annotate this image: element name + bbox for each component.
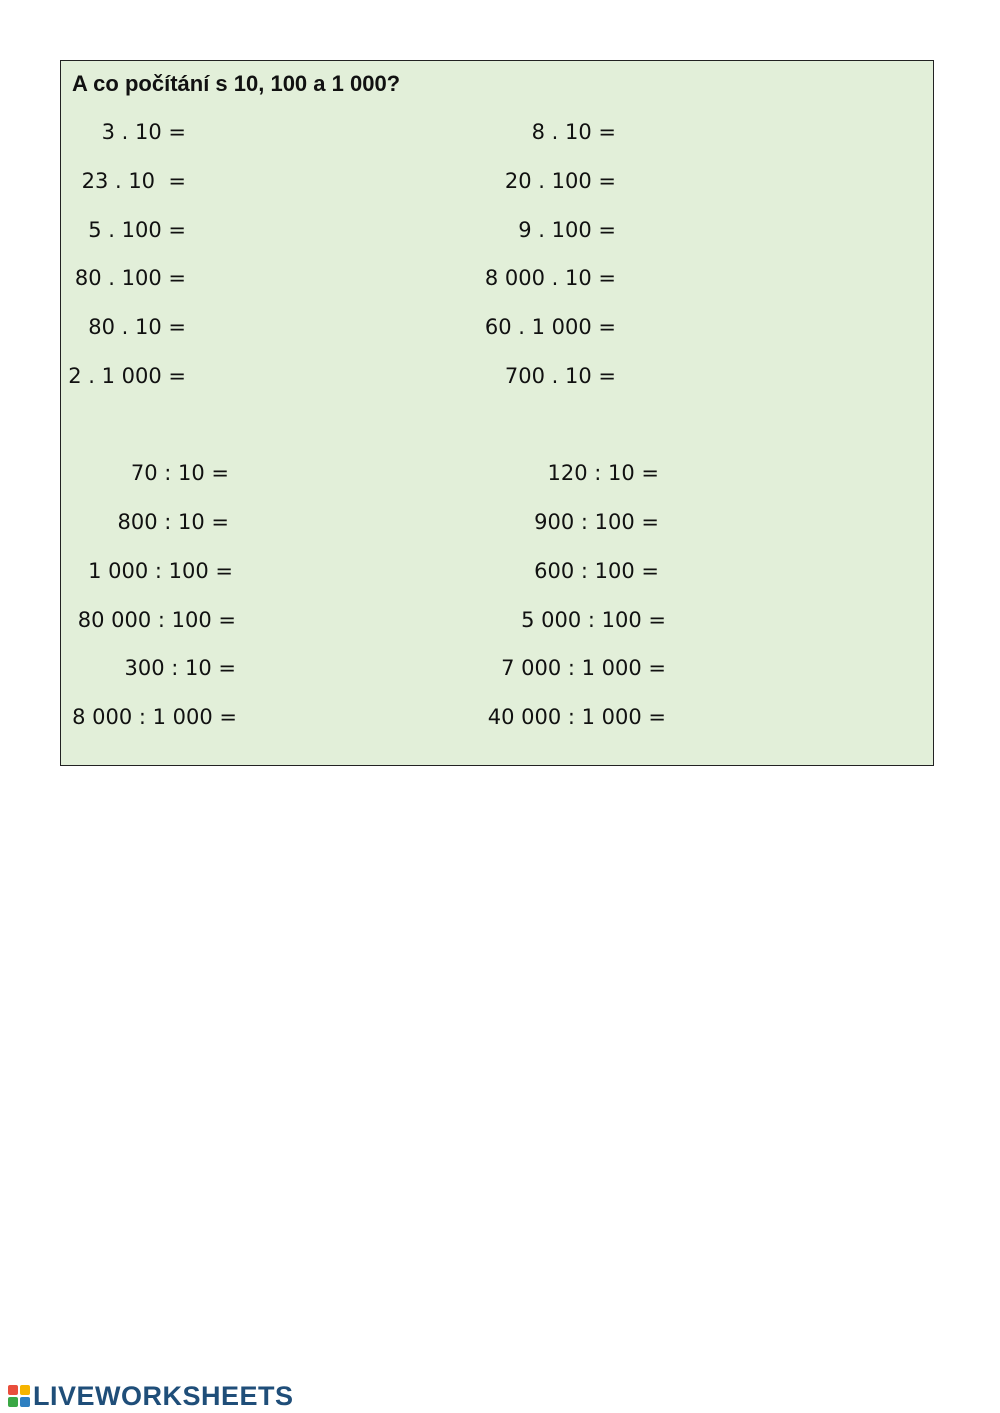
division-right-4: 5 000 : 100 = — [521, 608, 666, 632]
multiplication-left-6: 2 . 1 000 = — [68, 364, 186, 388]
multiplication-right-4: 8 000 . 10 = — [484, 266, 616, 290]
multiplication-right-3: 9 . 100 = — [518, 218, 616, 242]
division-right-2: 900 : 100 = — [534, 510, 659, 534]
multiplication-left-1: 3 . 10 = — [101, 120, 186, 144]
division-left-6: 8 000 : 1 000 = — [72, 705, 237, 729]
multiplication-left-5: 80 . 10 = — [88, 315, 186, 339]
multiplication-right-5: 60 . 1 000 = — [484, 315, 616, 339]
division-left-3: 1 000 : 100 = — [88, 559, 233, 583]
logo-text: LIVEWORKSHEETS — [33, 1381, 294, 1411]
division-left-4: 80 000 : 100 = — [77, 608, 236, 632]
multiplication-left-4: 80 . 100 = — [74, 266, 186, 290]
multiplication-left-2: 23 . 10 = — [81, 169, 186, 193]
division-right-3: 600 : 100 = — [534, 559, 659, 583]
liveworksheets-logo[interactable] — [8, 1380, 294, 1412]
multiplication-left-3: 5 . 100 = — [88, 218, 186, 242]
division-left-5: 300 : 10 = — [124, 656, 236, 680]
liveworksheets-blocks-icon — [8, 1385, 30, 1407]
division-right-6: 40 000 : 1 000 = — [487, 705, 666, 729]
division-right-5: 7 000 : 1 000 = — [501, 656, 666, 680]
multiplication-right-2: 20 . 100 = — [504, 169, 616, 193]
multiplication-right-6: 700 . 10 = — [504, 364, 616, 388]
division-left-1: 70 : 10 = — [130, 461, 229, 485]
division-left-2: 800 : 10 = — [117, 510, 229, 534]
multiplication-right-1: 8 . 10 = — [531, 120, 616, 144]
worksheet-title: A co počítání s 10, 100 a 1 000? — [72, 71, 401, 96]
division-right-1: 120 : 10 = — [547, 461, 659, 485]
